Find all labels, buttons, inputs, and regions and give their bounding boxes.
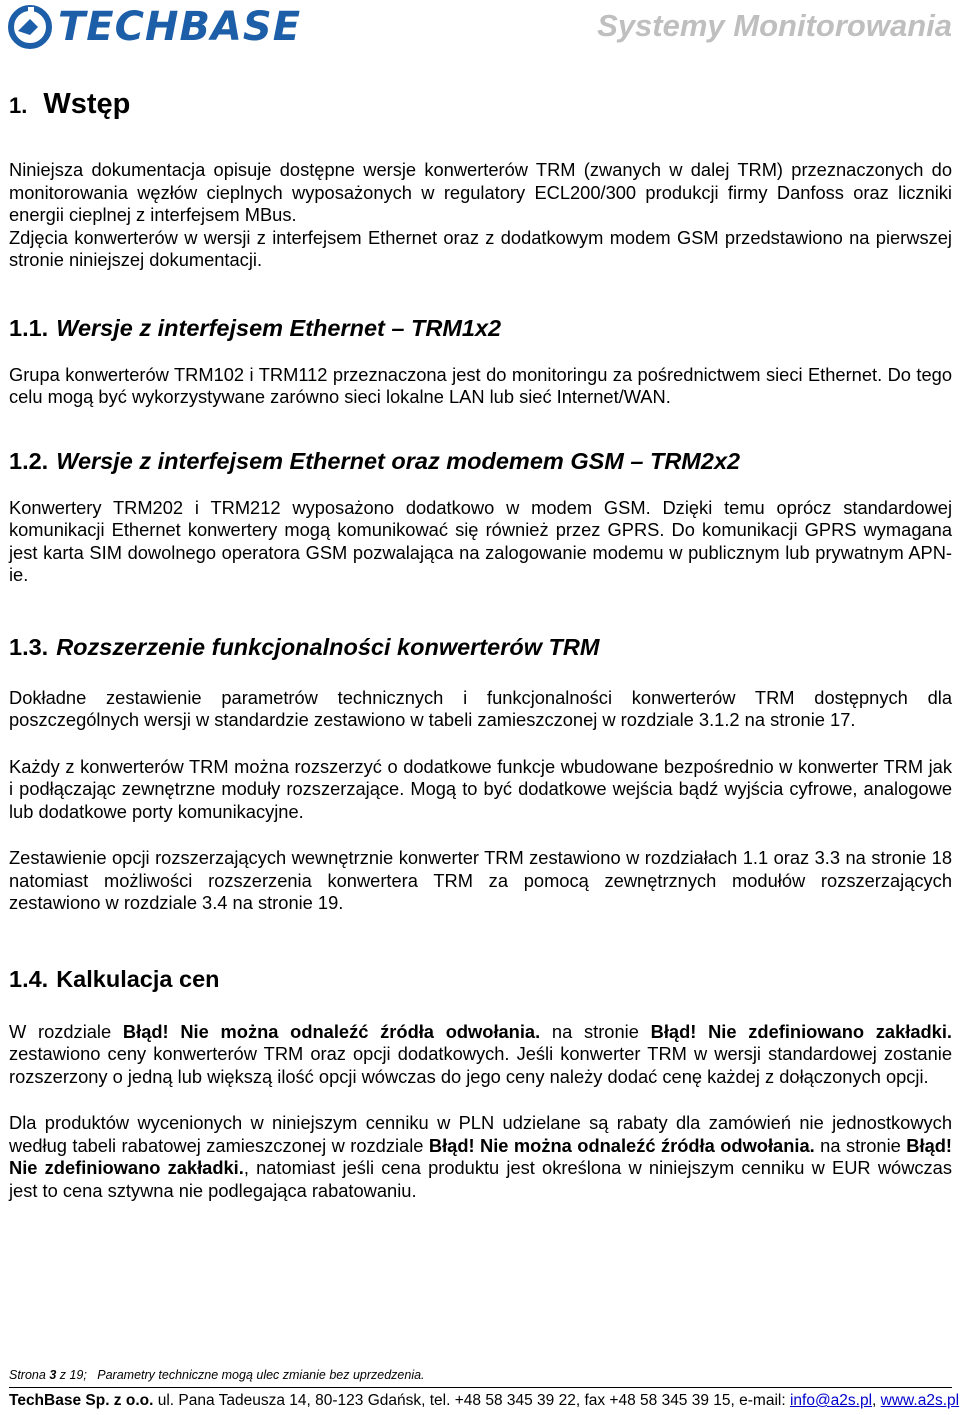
section-1-4-heading <box>9 965 952 993</box>
email-link[interactable]: info@a2s.pl <box>789 1392 873 1409</box>
company-name: TechBase Sp. z o.o. <box>9 1392 154 1409</box>
section-1-3-paragraph-2: Każdy z konwerterów TRM można rozszerzyć o dodatkowe funkcje wbudowane bezpośrednio w konwerter TRM jak i podłączając zewnętrzne moduły rozszerzające. Mogą to być dodatkowe wejścia bądź wyjścia cyfrowe, analogowe lub dodatkowe porty komunikacyjne. <box>9 755 952 822</box>
section-1-1-paragraph: Grupa konwerterów TRM102 i TRM112 przeznaczona jest do monitoringu za pośrednictwem sieci Ethernet. Do tego celu mogą być wykorzystywane zarówno sieci lokalne LAN lub sieć Internet/WAN. <box>9 363 952 407</box>
text-run: Dla produktów wycenionych w niniejszym cenniku w PLN udzielane są rabaty dla zamówień nie jednostkowych według tabeli rabatowej zamieszczonej w rozdziale <box>9 1112 952 1156</box>
broken-bookmark-error: Błąd! Nie zdefiniowano zakładki. <box>650 1020 952 1042</box>
logo-text: TECHBASE <box>58 4 302 50</box>
text-run: zestawiono ceny konwerterów TRM oraz opcji dodatkowych. Jeśli konwerter TRM w wersji standardowej zostanie rozszerzony o jedną lub większą ilość opcji wówczas do jego ceny należy dodać cenę każdej z dołączonych opcji. <box>9 1043 952 1087</box>
techbase-logo-icon <box>8 5 52 49</box>
broken-bookmark-error: Błąd! Nie zdefiniowano zakładki. <box>9 1134 952 1178</box>
page-total: z 19; <box>56 1368 87 1382</box>
text-run: , natomiast jeśli cena produktu jest określona w niniejszym cenniku w EUR wówczas jest to cena sztywna nie podlegająca rabatowaniu. <box>9 1157 952 1201</box>
section-1-paragraph-2: Zdjęcia konwerterów w wersji z interfejsem Ethernet oraz z dodatkowym modem GSM przedstawiono na pierwszej stronie niniejszej dokumentacji. <box>9 226 952 270</box>
section-1-title: Wstęp <box>43 88 131 120</box>
page-label: Strona <box>9 1368 50 1382</box>
header-tagline: Systemy Monitorowania <box>597 8 952 43</box>
footer-address <box>9 1392 960 1410</box>
section-1-3-heading <box>9 633 952 661</box>
techbase-logo <box>8 4 301 50</box>
section-1-4-paragraph-1 <box>9 1021 952 1089</box>
section-1-1-number: 1.1. <box>9 314 49 341</box>
broken-reference-error: Błąd! Nie można odnaleźć źródła odwołania. <box>122 1020 541 1042</box>
section-1-4-title: Kalkulacja cen <box>56 965 220 992</box>
page-number: 3 <box>49 1368 57 1382</box>
section-1-3-title: Rozszerzenie funkcjonalności konwerterów TRM <box>56 633 600 660</box>
text-run: na stronie <box>814 1134 907 1156</box>
broken-reference-error: Błąd! Nie można odnaleźć źródła odwołania. <box>428 1134 815 1156</box>
website-link[interactable]: www.a2s.pl <box>880 1392 960 1409</box>
section-1-1-heading <box>9 314 952 342</box>
page-header <box>0 0 960 58</box>
footer-divider <box>9 1387 952 1388</box>
section-1-1-title: Wersje z interfejsem Ethernet – TRM1x2 <box>56 314 502 341</box>
disclaimer: Parametry techniczne mogą ulec zmianie bez uprzedzenia. <box>97 1368 425 1382</box>
section-1-paragraph-1: Niniejsza dokumentacja opisuje dostępne wersje konwerterów TRM (zwanych w dalej TRM) przeznaczonych do monitorowania węzłów cieplnych wyposażonych w regulatory ECL200/300 produkcji firmy Danfoss oraz liczniki energii cieplnej z interfejsem MBus. <box>9 159 952 225</box>
company-address: ul. Pana Tadeusza 14, 80-123 Gdańsk, tel. +48 58 345 39 22, fax +48 58 345 39 15, e-mail: <box>153 1392 790 1409</box>
section-1-4-number: 1.4. <box>9 965 49 992</box>
section-1-heading <box>9 88 952 121</box>
section-1-2-heading <box>9 447 952 475</box>
section-1-3-paragraph-1: Dokładne zestawienie parametrów technicznych i funkcjonalności konwerterów TRM dostępnych dla poszczególnych wersji w standardzie zestawiono w tabeli zamieszczonej w rozdziale 3.1.2 na stronie 17. <box>9 686 952 730</box>
text-run: W rozdziale <box>9 1020 123 1042</box>
section-1-4-paragraph-2 <box>9 1112 952 1202</box>
section-1-3-number: 1.3. <box>9 633 49 660</box>
text-run: na stronie <box>540 1020 651 1042</box>
footer-page-note <box>9 1368 425 1382</box>
separator: , <box>872 1392 881 1409</box>
section-1-2-title: Wersje z interfejsem Ethernet oraz modemem GSM – TRM2x2 <box>56 447 741 474</box>
section-1-2-number: 1.2. <box>9 447 49 474</box>
section-1-number: 1. <box>9 93 28 118</box>
section-1-3-paragraph-3: Zestawienie opcji rozszerzających wewnętrznie konwerter TRM zestawiono w rozdziałach 1.1 oraz 3.3 na stronie 18 natomiast możliwości rozszerzenia konwertera TRM za pomocą zewnętrznych modułów rozszerzających zestawiono w rozdziale 3.4 na stronie 19. <box>9 847 952 913</box>
document-body <box>9 88 952 1202</box>
section-1-2-paragraph: Konwertery TRM202 i TRM212 wyposażono dodatkowo w modem GSM. Dzięki temu oprócz standardowej komunikacji Ethernet konwertery mogą komunikować się również przez GPRS. Do komunikacji GPRS wymagana jest karta SIM dowolnego operatora GSM pozwalająca na zalogowanie modemu w publicznym lub prywatnym APN-ie. <box>9 496 952 585</box>
